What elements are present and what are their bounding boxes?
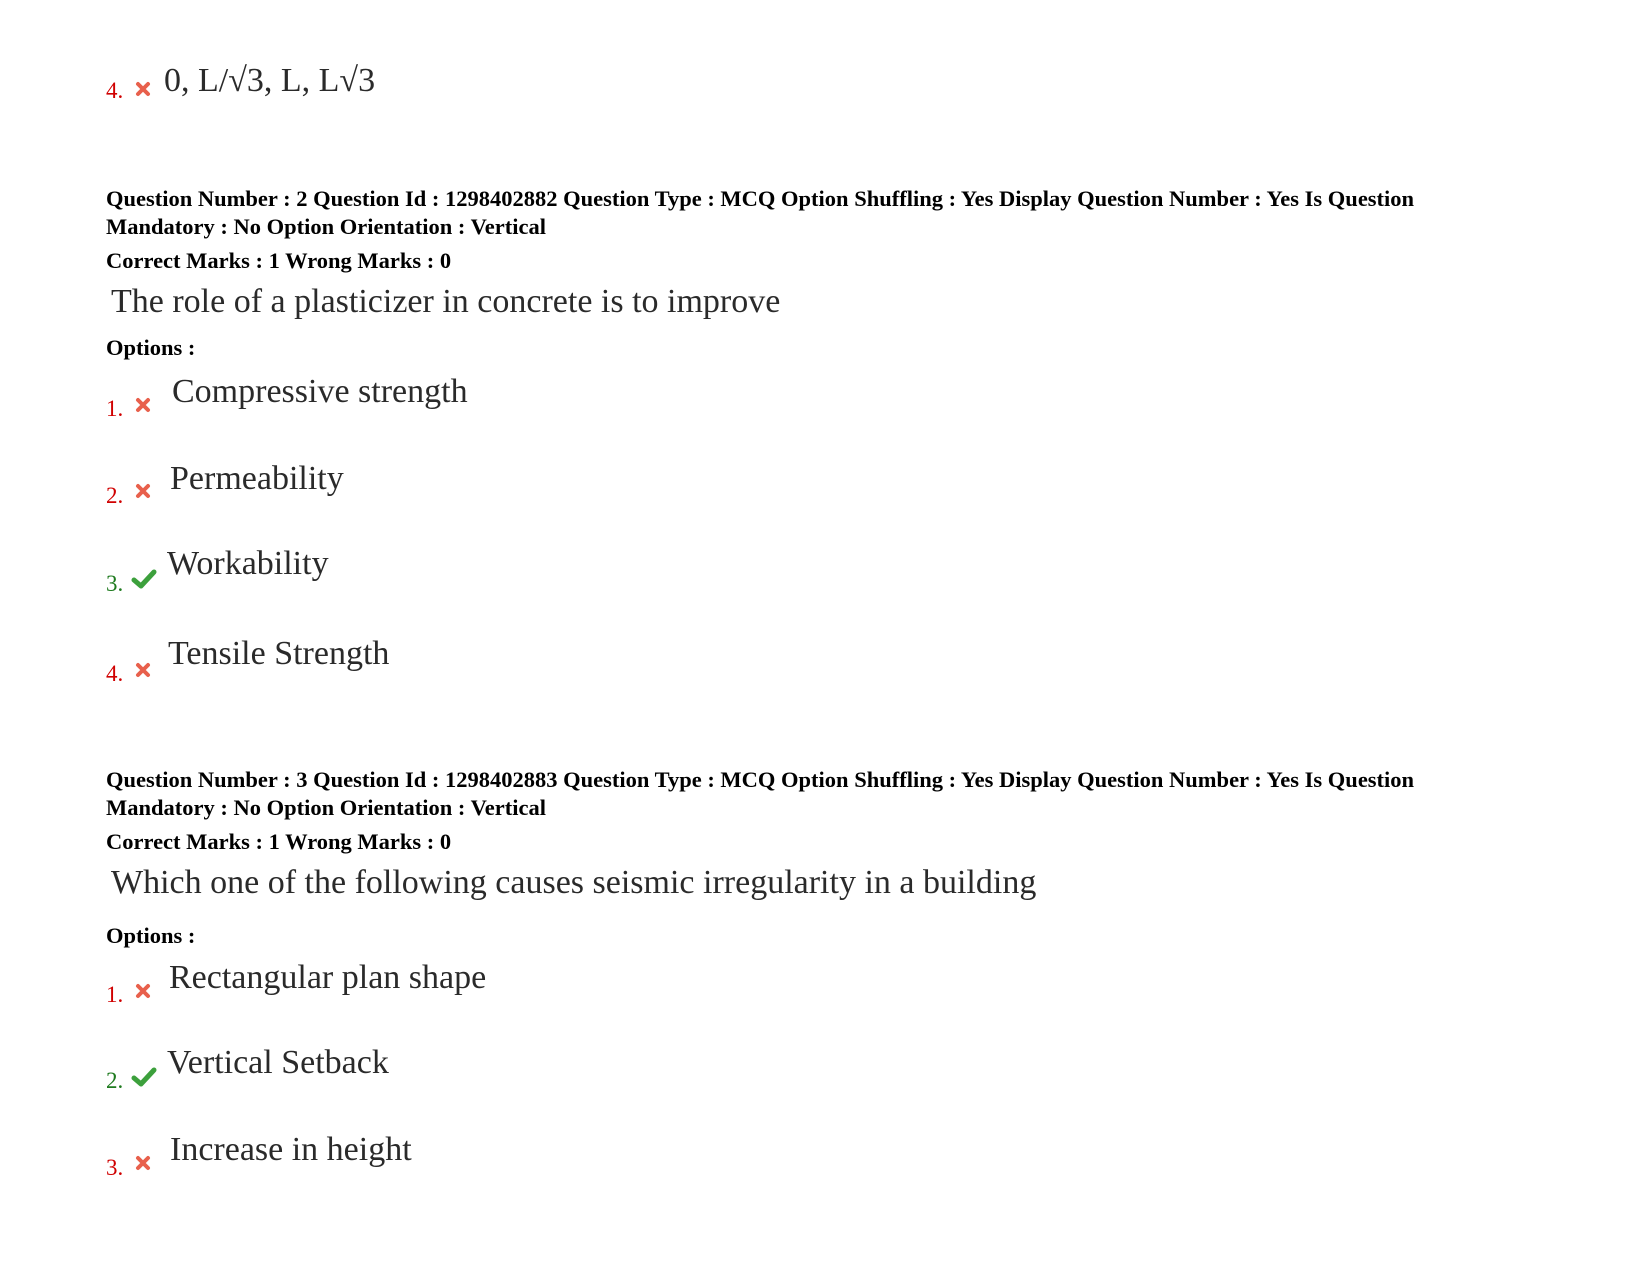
cross-icon [135, 483, 151, 499]
check-icon [131, 1066, 157, 1088]
options-label: Options : [106, 335, 196, 360]
question-meta-line: Mandatory : No Option Orientation : Vertical [106, 795, 546, 820]
option-number: 1. [106, 982, 124, 1007]
option-number: 2. [106, 1068, 124, 1093]
option-number: 3. [106, 571, 124, 596]
option-number: 3. [106, 1155, 124, 1180]
question-meta-line: Mandatory : No Option Orientation : Vertical [106, 214, 546, 239]
option-number: 2. [106, 483, 124, 508]
options-label: Options : [106, 923, 196, 948]
cross-icon [135, 983, 151, 999]
check-icon [131, 568, 157, 590]
question-meta-line: Question Number : 3 Question Id : 1298402883 Question Type : MCQ Option Shuffling : Yes Display Question Number : Yes Is Question [106, 767, 1415, 792]
option-text: Workability [167, 545, 329, 582]
cross-icon [135, 81, 151, 97]
option-text: Compressive strength [172, 373, 468, 410]
cross-icon [135, 397, 151, 413]
option-text: Increase in height [170, 1131, 412, 1168]
question-meta-line: Question Number : 2 Question Id : 1298402882 Question Type : MCQ Option Shuffling : Yes Display Question Number : Yes Is Question [106, 186, 1415, 211]
option-number: 1. [106, 396, 124, 421]
question-text: Which one of the following causes seismic irregularity in a building [111, 864, 1037, 901]
question-marks: Correct Marks : 1 Wrong Marks : 0 [106, 248, 452, 273]
question-meta [106, 185, 1414, 241]
option-text: Vertical Setback [167, 1044, 389, 1081]
cross-icon [135, 662, 151, 678]
question-text: The role of a plasticizer in concrete is to improve [111, 283, 781, 320]
question-marks: Correct Marks : 1 Wrong Marks : 0 [106, 829, 452, 854]
question-meta [106, 766, 1414, 822]
cross-icon [135, 1155, 151, 1171]
option-text: 0, L/√3, L, L√3 [164, 62, 376, 99]
option-text: Rectangular plan shape [169, 959, 487, 996]
option-text: Permeability [170, 460, 344, 497]
option-number: 4. [106, 78, 124, 103]
option-text: Tensile Strength [168, 635, 390, 672]
option-number: 4. [106, 661, 124, 686]
